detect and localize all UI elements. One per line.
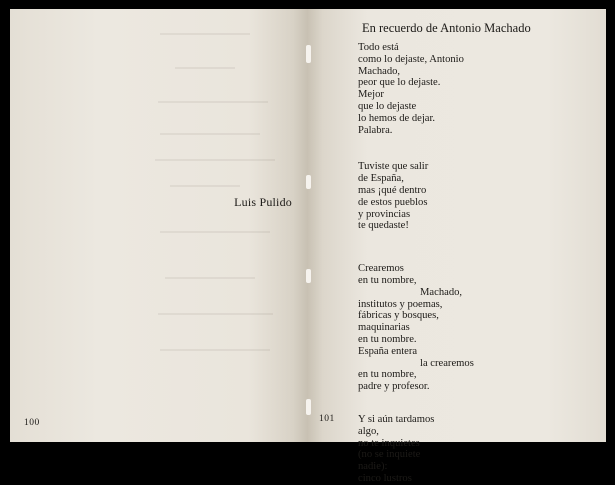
poem-line: y provincias [358,208,411,220]
show-through-line [160,231,270,233]
poem-line: Machado, [358,65,401,77]
poem-body [358,42,598,485]
poem-line: Palabra. [358,124,393,136]
show-through-line [160,133,260,135]
show-through-line [175,67,235,69]
poem-line: (no se inquiete [358,449,421,461]
poem-line: que lo dejaste [358,100,417,112]
poem-line: en tu nombre, [358,369,417,381]
show-through-line [165,277,255,279]
author-name: Luis Pulido [234,195,292,209]
binding-stitch [306,269,311,283]
left-page [10,9,308,442]
poem-line: no te inquietes [358,437,420,449]
binding-stitch [306,399,311,415]
poem-line: maquinarias [358,322,410,334]
poem-title: En recuerdo de Antonio Machado [362,21,531,35]
poem-line: cinco lustros [358,472,412,484]
poem-line: España entera [358,345,418,357]
poem-line: te quedaste! [358,220,409,232]
poem-line: Todo está [358,42,399,53]
poem-line: en tu nombre, [358,274,417,286]
poem-line: Tuviste que salir [358,161,429,173]
show-through-line [160,33,250,35]
poem-line: de estos pueblos [358,196,428,208]
show-through-line [160,349,270,351]
poem-line: mas ¡qué dentro [358,184,427,196]
page-number-right: 101 [319,414,335,424]
show-through-line [158,313,273,315]
poem-line: Y si aún tardamos [358,413,435,425]
poem-line: Machado, [420,286,463,298]
poem-line: nadie): [358,461,388,473]
stanza-1 [358,42,598,136]
show-through-line [158,101,268,103]
poem-line: institutos y poemas, [358,298,443,310]
poem-line: en tu nombre. [358,333,417,345]
right-page [308,9,606,484]
poem-line: peor que lo dejaste. [358,77,441,89]
poem-line: de España, [358,173,404,185]
stanza-4 [358,414,598,485]
page-number-left: 100 [24,418,40,428]
poem-line: Crearemos [358,263,404,275]
stanza-2 [358,161,598,232]
show-through-line [170,185,240,187]
open-book [10,9,606,484]
binding-stitch [306,45,311,63]
poem-line: fábricas y bosques, [358,310,439,322]
poem-line: algo, [358,425,379,437]
poem-line: padre y profesor. [358,381,430,393]
binding-stitch [306,175,311,189]
poem-line: como lo dejaste, Antonio [358,53,464,65]
poem-line: lo hemos de dejar. [358,112,436,124]
poem-line: la crearemos [420,357,474,369]
stanza-3 [358,263,598,393]
poem-line: Mejor [358,89,384,101]
show-through-line [155,159,275,161]
